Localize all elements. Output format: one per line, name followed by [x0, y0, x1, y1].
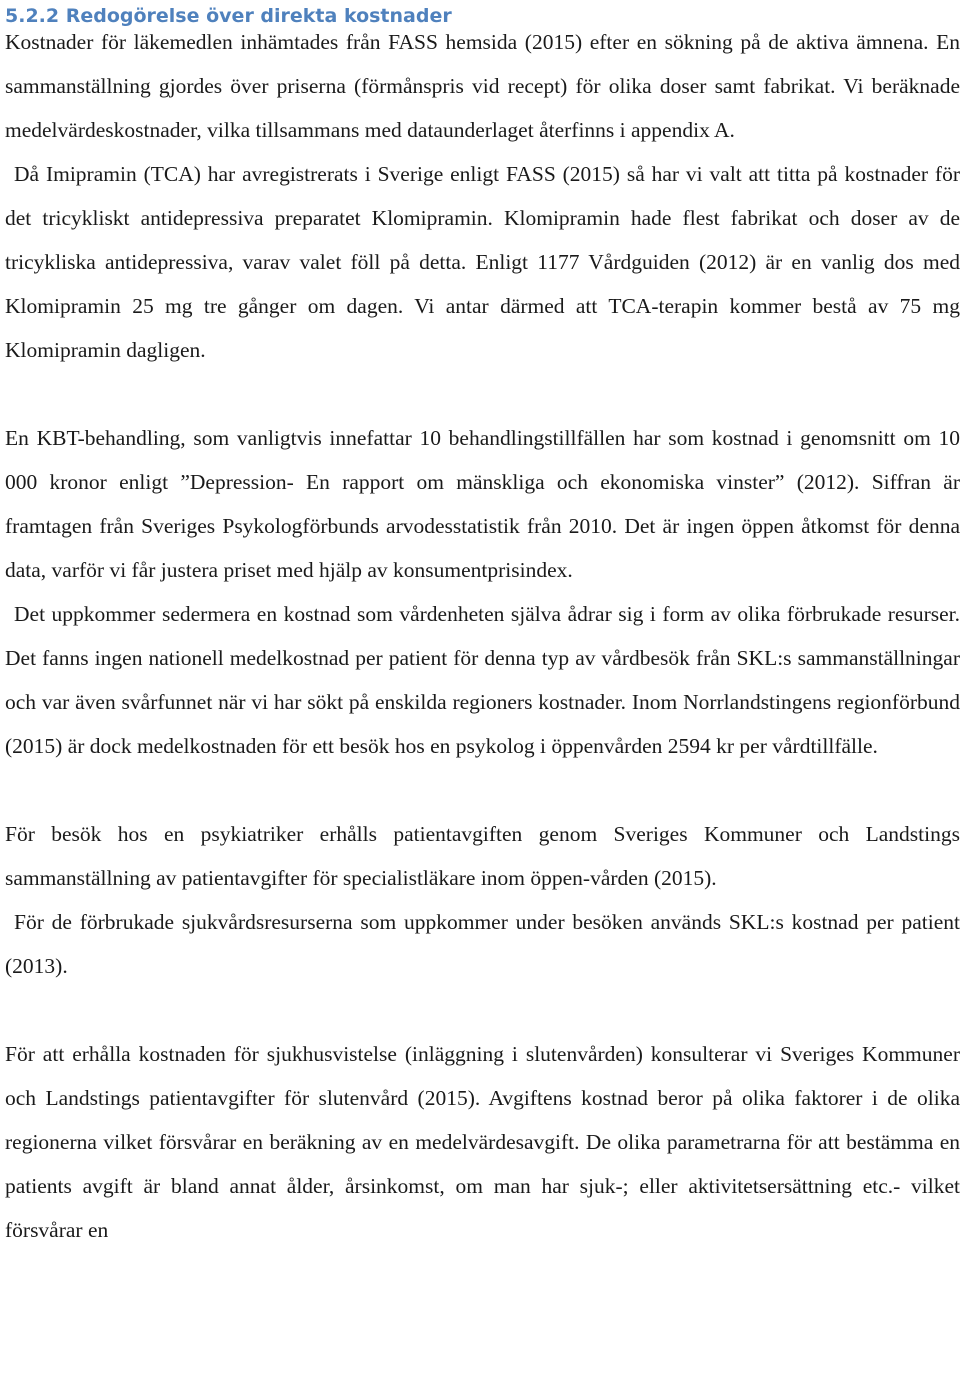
paragraph-hospital-stay: För att erhålla kostnaden för sjukhusvistelse (inläggning i slutenvården) konsulterar vi Sveriges Kommuner och Landstings patientavgifter för slutenvård (2015). Avgiftens kostnad beror på olika faktorer i de olika regionerna vilket försvårar en beräkning av en medelvärdesavgift. De olika parametrarna för att bestämma en patients avgift är bland annat ålder, årsinkomst, om man har sjuk-; eller aktivitetsersättning etc.- vilket försvårar en: [5, 1042, 960, 1242]
paragraph-klomipramin: Då Imipramin (TCA) har avregistrerats i Sverige enligt FASS (2015) så har vi valt att titta på kostnader för det tricykliskt antidepressiva preparatet Klomipramin. Klomipramin hade flest fabrikat och doser av de tricykliska antidepressiva, varav valet föll på detta. Enligt 1177 Vårdguiden (2012) är en vanlig dos med Klomipramin 25 mg tre gånger om dagen. Vi antar därmed att TCA-terapin kommer bestå av 75 mg Klomipramin dagligen.: [5, 162, 960, 362]
paragraph-psychiatrist-fee: För besök hos en psykiatriker erhålls patientavgiften genom Sveriges Kommuner och Landstings sammanställning av patientavgifter för specialistläkare inom öppen-vården (2015).: [5, 822, 960, 890]
paragraph-kbt-cost: En KBT-behandling, som vanligtvis innefattar 10 behandlingstillfällen har som kostnad i genomsnitt om 10 000 kronor enligt ”Depression- En rapport om mänskliga och ekonomiska vinster” (2012). Siffran är framtagen från Sveriges Psykologförbunds arvodesstatistik från 2010. Det är ingen öppen åtkomst för denna data, varför vi får justera priset med hjälp av konsumentprisindex.: [5, 426, 960, 582]
paragraph-drug-costs: Kostnader för läkemedlen inhämtades från FASS hemsida (2015) efter en sökning på de aktiva ämnena. En sammanställning gjordes över priserna (förmånspris vid recept) för olika doser samt fabrikat. Vi beräknade medelvärdeskostnader, vilka tillsammans med dataunderlaget återfinns i appendix A.: [5, 30, 960, 142]
section-heading: 5.2.2 Redogörelse över direkta kostnader: [5, 5, 452, 27]
paragraph-skl-cost: För de förbrukade sjukvårdsresurserna som uppkommer under besöken används SKL:s kostnad per patient (2013).: [5, 910, 960, 978]
document-page: [5, 0, 960, 1252]
paragraph-resource-cost: Det uppkommer sedermera en kostnad som vårdenheten själva ådrar sig i form av olika förbrukade resurser. Det fanns ingen nationell medelkostnad per patient för denna typ av vårdbesök från SKL:s sammanställningar och var även svårfunnet när vi har sökt på enskilda regioners kostnader. Inom Norrlandstingens regionförbund (2015) är dock medelkostnaden för ett besök hos en psykolog i öppenvården 2594 kr per vårdtillfälle.: [5, 602, 960, 758]
